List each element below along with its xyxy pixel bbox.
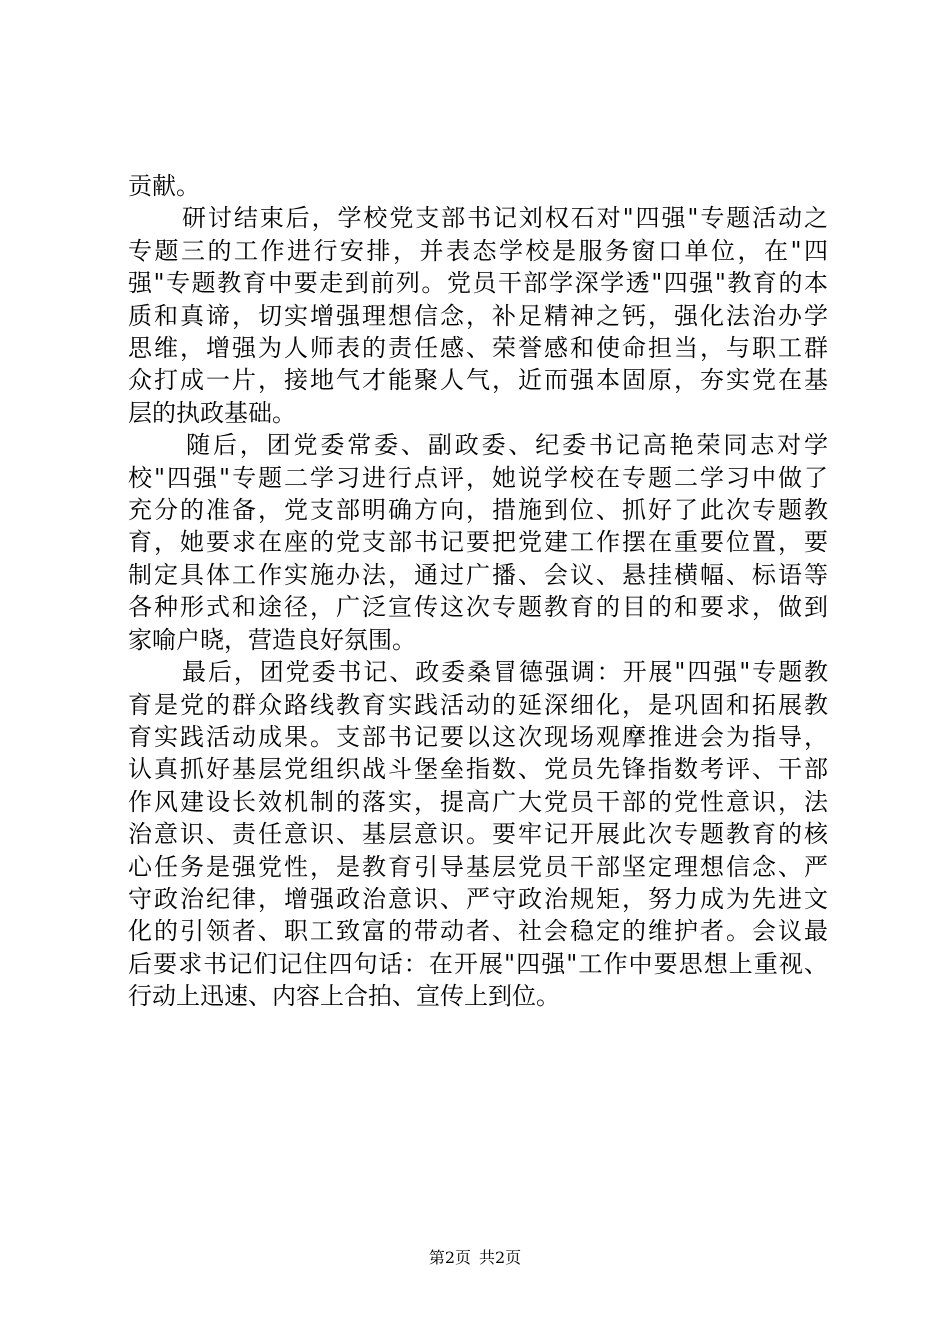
text-line: 众打成一片，接地气才能聚人气，近而强本固原，夯实党在基	[128, 366, 828, 395]
page-number: 第2页	[428, 1248, 471, 1267]
text-line: 思维，增强为人师表的责任感、荣誉感和使命担当，与职工群	[128, 334, 828, 363]
text-line: 行动上迅速、内容上合拍、宣传上到位。	[128, 982, 560, 1011]
text-line: 强"专题教育中要走到前列。党员干部学深学透"四强"教育的本	[128, 269, 828, 298]
text-line: 专题三的工作进行安排，并表态学校是服务窗口单位，在"四	[128, 236, 828, 265]
text-line: 充分的准备，党支部明确方向，措施到位、抓好了此次专题教	[128, 496, 828, 525]
text-line: 随后，团党委常委、副政委、纪委书记高艳荣同志对学	[186, 431, 828, 460]
text-line: 校"四强"专题二学习进行点评，她说学校在专题二学习中做了	[128, 463, 828, 492]
page-total: 共2页	[479, 1248, 522, 1267]
text-line: 家喻户晓，营造良好氛围。	[128, 625, 416, 654]
text-line: 后要求书记们记住四句话：在开展"四强"工作中要思想上重视、	[128, 949, 828, 978]
text-line: 育，她要求在座的党支部书记要把党建工作摆在重要位置，要	[128, 528, 828, 557]
text-line: 守政治纪律，增强政治意识、严守政治规矩，努力成为先进文	[128, 884, 828, 913]
text-line: 育是党的群众路线教育实践活动的延深细化，是巩固和拓展教	[128, 690, 828, 719]
text-line: 化的引领者、职工致富的带动者、社会稳定的维护者。会议最	[128, 917, 828, 946]
text-line: 育实践活动成果。支部书记要以这次现场观摩推进会为指导，	[128, 722, 828, 751]
text-line: 作风建设长效机制的落实，提高广大党员干部的党性意识，法	[128, 787, 828, 816]
text-line: 质和真谛，切实增强理想信念，补足精神之钙，强化法治办学	[128, 301, 828, 330]
text-line: 最后，团党委书记、政委桑冒德强调：开展"四强"专题教	[182, 658, 828, 687]
text-line: 心任务是强党性，是教育引导基层党员干部坚定理想信念、严	[128, 852, 828, 881]
text-line: 认真抓好基层党组织战斗堡垒指数、党员先锋指数考评、干部	[128, 755, 828, 784]
text-line: 层的执政基础。	[128, 398, 296, 427]
body-text	[128, 170, 828, 1013]
text-line: 贡献。	[128, 172, 200, 200]
page-footer	[0, 1245, 950, 1268]
text-line: 研讨结束后，学校党支部书记刘权石对"四强"专题活动之	[182, 204, 828, 233]
text-line: 各种形式和途径，广泛宣传这次专题教育的目的和要求，做到	[128, 593, 828, 622]
text-line: 治意识、责任意识、基层意识。要牢记开展此次专题教育的核	[128, 820, 828, 849]
text-line: 制定具体工作实施办法，通过广播、会议、悬挂横幅、标语等	[128, 560, 828, 589]
